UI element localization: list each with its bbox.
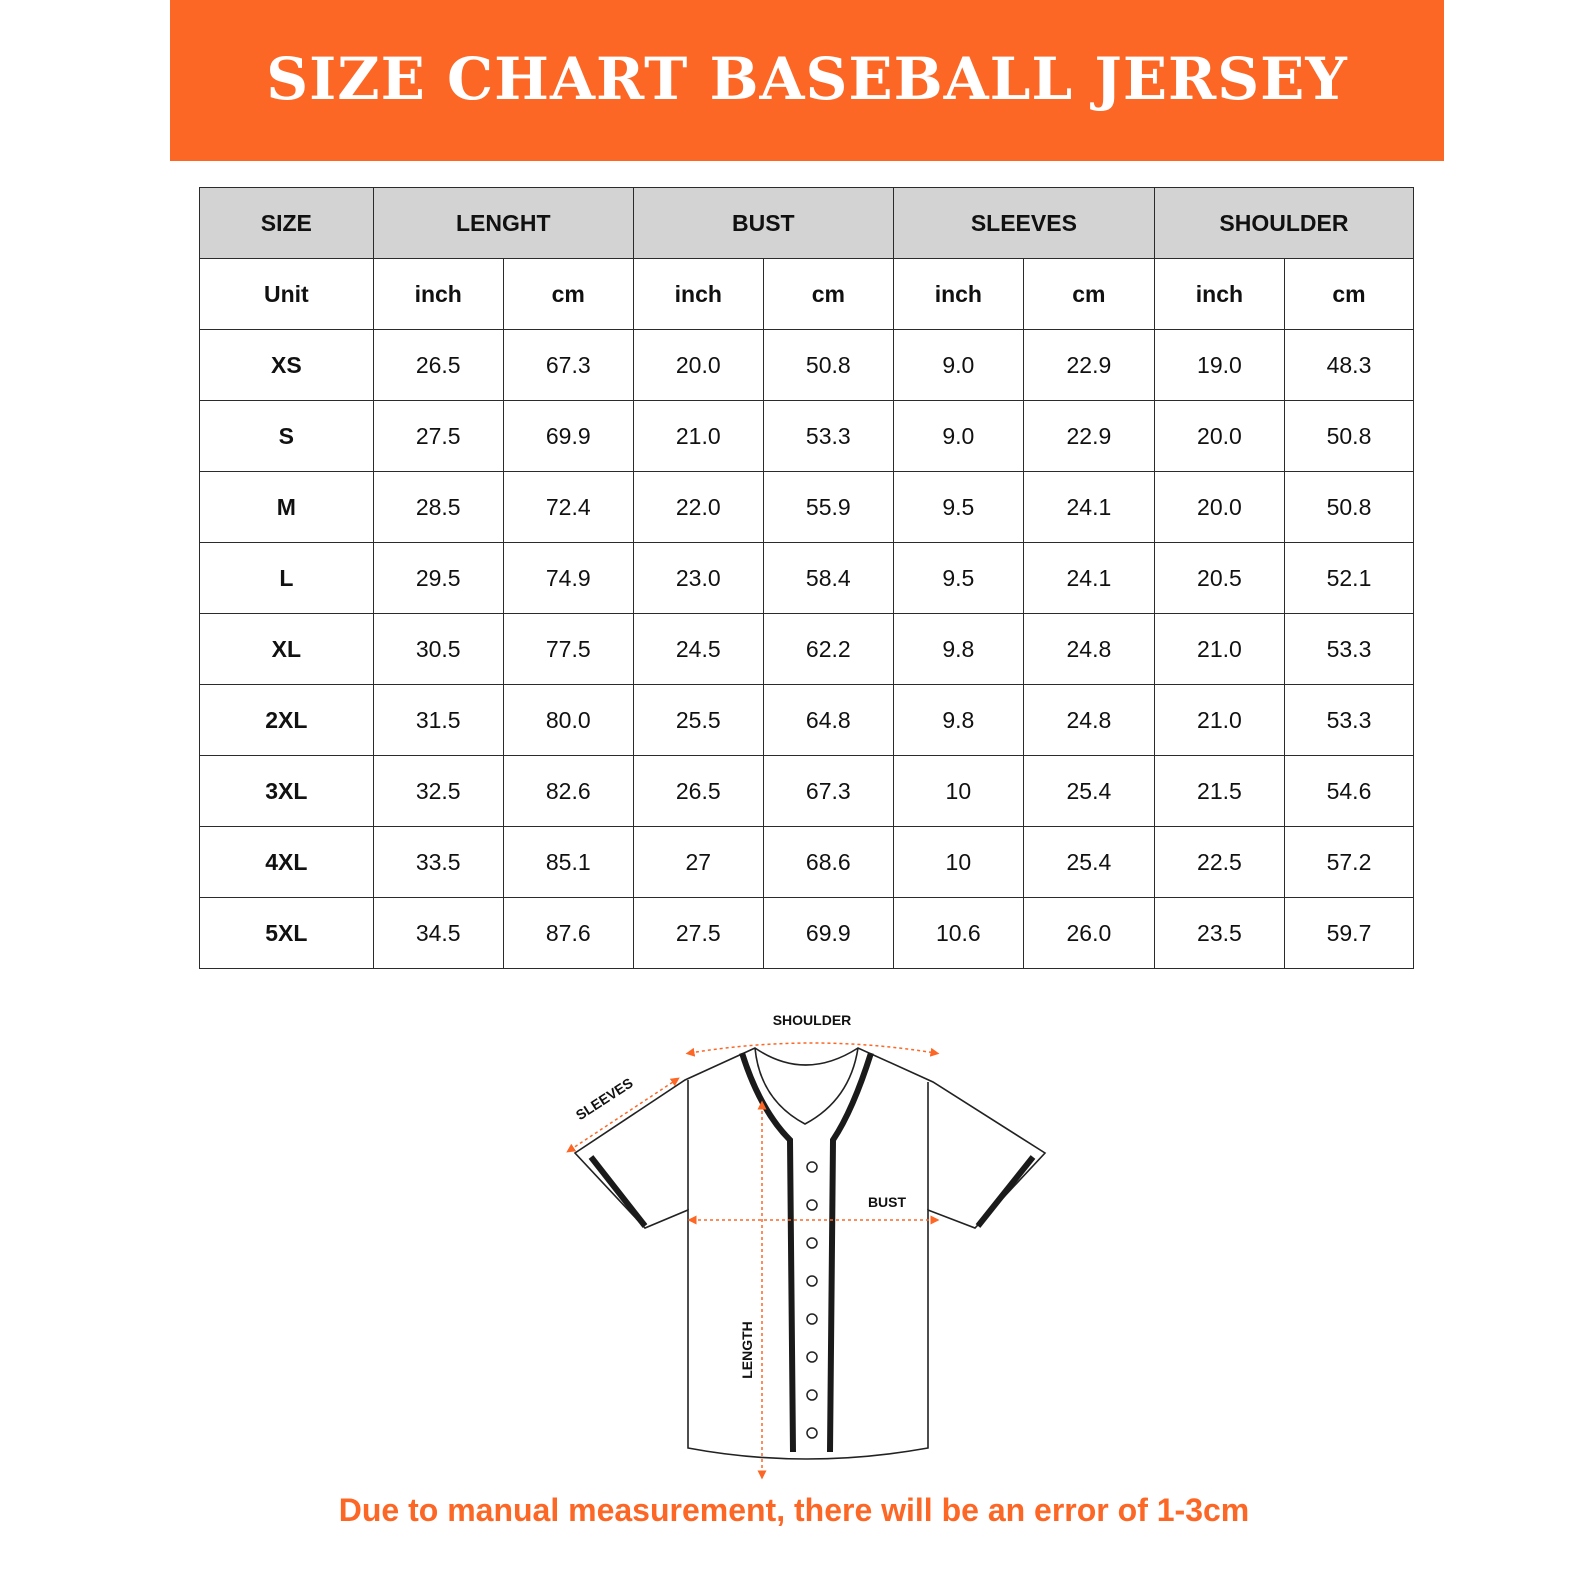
header-length: LENGHT <box>373 188 633 259</box>
measurement-cell: 22.9 <box>1023 330 1154 401</box>
unit-label: Unit <box>200 259 374 330</box>
table-row <box>200 330 1414 401</box>
measurement-cell: 50.8 <box>763 330 893 401</box>
measurement-cell: 20.5 <box>1154 543 1284 614</box>
size-cell: XL <box>200 614 374 685</box>
header-size: SIZE <box>200 188 374 259</box>
table-row <box>200 756 1414 827</box>
table-row <box>200 685 1414 756</box>
measurement-cell: 24.1 <box>1023 543 1154 614</box>
measurement-cell: 27 <box>633 827 763 898</box>
measurement-cell: 50.8 <box>1284 472 1413 543</box>
measurement-cell: 22.9 <box>1023 401 1154 472</box>
unit-cell: cm <box>1284 259 1413 330</box>
page-title: SIZE CHART BASEBALL JERSEY <box>266 44 1348 113</box>
measurement-cell: 23.0 <box>633 543 763 614</box>
measurement-cell: 68.6 <box>763 827 893 898</box>
measurement-cell: 62.2 <box>763 614 893 685</box>
size-cell: 4XL <box>200 827 374 898</box>
unit-cell: inch <box>373 259 503 330</box>
measurement-cell: 24.8 <box>1023 685 1154 756</box>
measurement-cell: 67.3 <box>763 756 893 827</box>
measurement-cell: 50.8 <box>1284 401 1413 472</box>
size-cell: 5XL <box>200 898 374 969</box>
measurement-cell: 21.0 <box>1154 685 1284 756</box>
bust-label: BUST <box>867 1194 907 1210</box>
measurement-cell: 21.0 <box>1154 614 1284 685</box>
measurement-cell: 23.5 <box>1154 898 1284 969</box>
measurement-cell: 20.0 <box>1154 472 1284 543</box>
measurement-cell: 85.1 <box>503 827 633 898</box>
table-row <box>200 827 1414 898</box>
measurement-cell: 19.0 <box>1154 330 1284 401</box>
measurement-cell: 87.6 <box>503 898 633 969</box>
buttons <box>807 1162 817 1438</box>
measurement-cell: 80.0 <box>503 685 633 756</box>
measurement-cell: 54.6 <box>1284 756 1413 827</box>
measurement-cell: 55.9 <box>763 472 893 543</box>
measurement-cell: 9.0 <box>893 401 1023 472</box>
size-cell: L <box>200 543 374 614</box>
size-cell: S <box>200 401 374 472</box>
measurement-note: Due to manual measurement, there will be an error of 1-3cm <box>338 1492 1250 1528</box>
measurement-cell: 20.0 <box>1154 401 1284 472</box>
measurement-cell: 31.5 <box>373 685 503 756</box>
measurement-cell: 22.5 <box>1154 827 1284 898</box>
measurement-cell: 82.6 <box>503 756 633 827</box>
table-row <box>200 898 1414 969</box>
measurement-cell: 53.3 <box>1284 614 1413 685</box>
measurement-cell: 53.3 <box>763 401 893 472</box>
unit-cell: inch <box>633 259 763 330</box>
unit-cell: inch <box>1154 259 1284 330</box>
measurement-cell: 69.9 <box>763 898 893 969</box>
measurement-cell: 9.5 <box>893 472 1023 543</box>
table-row <box>200 543 1414 614</box>
unit-cell: cm <box>1023 259 1154 330</box>
measurement-cell: 25.4 <box>1023 756 1154 827</box>
size-cell: 3XL <box>200 756 374 827</box>
measurement-cell: 33.5 <box>373 827 503 898</box>
title-banner <box>170 0 1444 161</box>
size-cell: XS <box>200 330 374 401</box>
measurement-cell: 27.5 <box>373 401 503 472</box>
measurement-cell: 24.5 <box>633 614 763 685</box>
unit-cell: inch <box>893 259 1023 330</box>
measurement-cell: 10.6 <box>893 898 1023 969</box>
measurement-cell: 25.4 <box>1023 827 1154 898</box>
measurement-cell: 69.9 <box>503 401 633 472</box>
measurement-cell: 9.8 <box>893 614 1023 685</box>
measurement-cell: 32.5 <box>373 756 503 827</box>
length-label: LENGTH <box>739 1321 755 1379</box>
measurement-cell: 59.7 <box>1284 898 1413 969</box>
measurement-cell: 20.0 <box>633 330 763 401</box>
shoulder-measure-line <box>690 1043 935 1053</box>
measurement-cell: 72.4 <box>503 472 633 543</box>
measurement-cell: 21.5 <box>1154 756 1284 827</box>
size-chart-table <box>199 187 1414 969</box>
measurement-cell: 24.1 <box>1023 472 1154 543</box>
measurement-cell: 27.5 <box>633 898 763 969</box>
header-shoulder: SHOULDER <box>1154 188 1413 259</box>
size-cell: 2XL <box>200 685 374 756</box>
measurement-cell: 48.3 <box>1284 330 1413 401</box>
measurement-cell: 74.9 <box>503 543 633 614</box>
measurement-cell: 25.5 <box>633 685 763 756</box>
measurement-cell: 28.5 <box>373 472 503 543</box>
size-cell: M <box>200 472 374 543</box>
measurement-cell: 26.0 <box>1023 898 1154 969</box>
measurement-cell: 10 <box>893 756 1023 827</box>
table-row <box>200 401 1414 472</box>
shoulder-label: SHOULDER <box>772 1012 852 1028</box>
measurement-cell: 30.5 <box>373 614 503 685</box>
measurement-cell: 9.8 <box>893 685 1023 756</box>
jersey-diagram <box>540 1000 1060 1490</box>
measurement-cell: 10 <box>893 827 1023 898</box>
measurement-cell: 29.5 <box>373 543 503 614</box>
measurement-cell: 26.5 <box>373 330 503 401</box>
measurement-cell: 67.3 <box>503 330 633 401</box>
measurement-cell: 9.0 <box>893 330 1023 401</box>
header-bust: BUST <box>633 188 893 259</box>
sleeves-label: SLEEVES <box>572 1074 636 1124</box>
measurement-cell: 26.5 <box>633 756 763 827</box>
measurement-cell: 58.4 <box>763 543 893 614</box>
table-row <box>200 472 1414 543</box>
header-sleeves: SLEEVES <box>893 188 1154 259</box>
measurement-cell: 52.1 <box>1284 543 1413 614</box>
measurement-cell: 34.5 <box>373 898 503 969</box>
measurement-cell: 21.0 <box>633 401 763 472</box>
measurement-cell: 64.8 <box>763 685 893 756</box>
table-row <box>200 614 1414 685</box>
measurement-cell: 24.8 <box>1023 614 1154 685</box>
header-row <box>200 188 1414 259</box>
unit-row <box>200 259 1414 330</box>
measurement-cell: 57.2 <box>1284 827 1413 898</box>
unit-cell: cm <box>503 259 633 330</box>
measurement-cell: 53.3 <box>1284 685 1413 756</box>
unit-cell: cm <box>763 259 893 330</box>
measurement-cell: 77.5 <box>503 614 633 685</box>
measurement-cell: 22.0 <box>633 472 763 543</box>
measurement-cell: 9.5 <box>893 543 1023 614</box>
